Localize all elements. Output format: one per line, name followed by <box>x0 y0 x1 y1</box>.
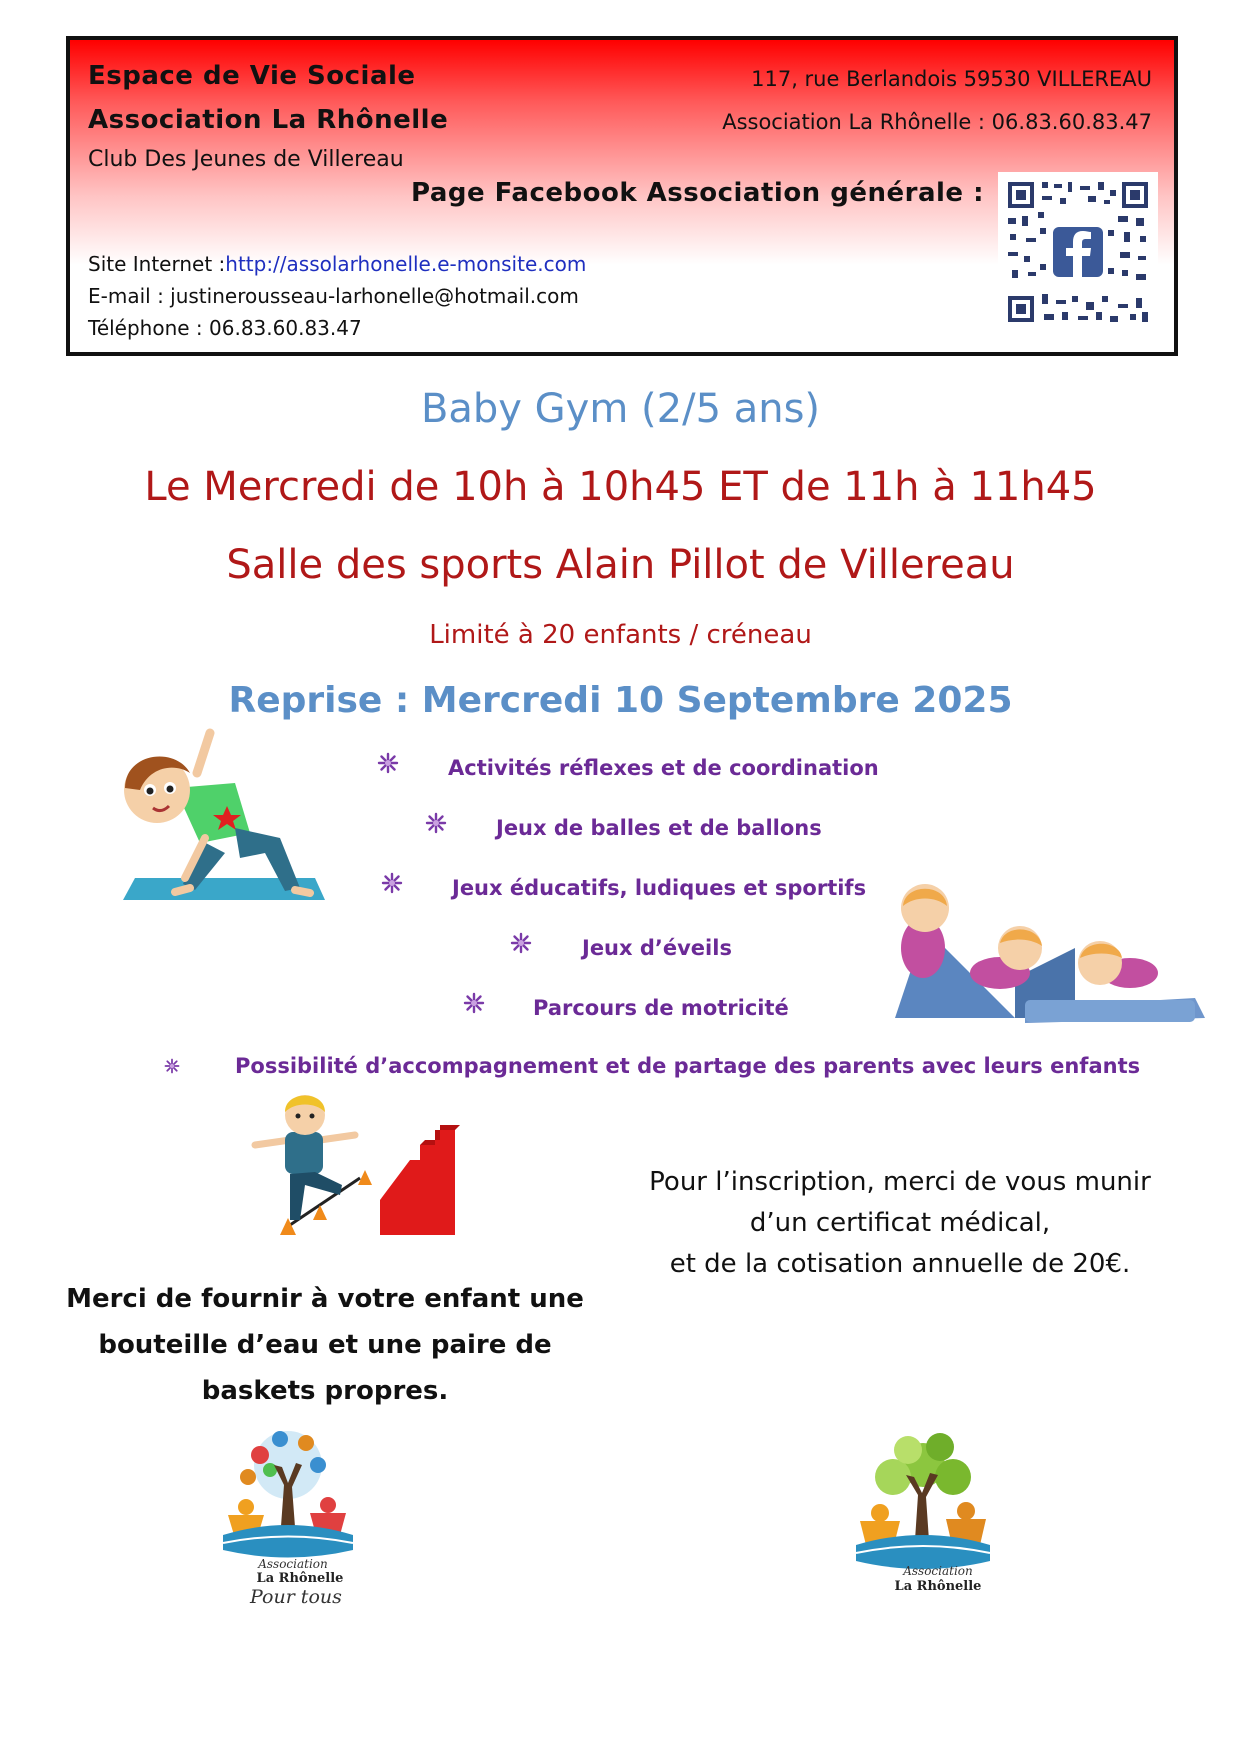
kid-yoga-illustration <box>115 728 330 903</box>
merci-line: Merci de fournir à votre enfant une <box>66 1284 584 1314</box>
logo-assoc-text: Association <box>258 1557 328 1571</box>
inscription-line: d’un certificat médical, <box>749 1208 1051 1238</box>
kid-balance-illustration <box>250 1090 460 1240</box>
contact-info <box>88 248 586 344</box>
qr-code-icon <box>998 172 1158 332</box>
association-logo-left <box>218 1425 358 1585</box>
babies-crawling-illustration <box>875 868 1205 1028</box>
header-left <box>88 54 448 178</box>
event-location: Salle des sports Alain Pillot de Villereau <box>226 542 1015 588</box>
flower-bullet-icon <box>164 1058 180 1074</box>
association-logo-right <box>848 1425 998 1595</box>
site-link[interactable]: http://assolarhonelle.e-monsite.com <box>225 252 587 276</box>
merci-line: bouteille d’eau et une paire de <box>98 1330 552 1360</box>
header-assoc-phone: Association La Rhônelle : 06.83.60.83.47 <box>722 110 1152 134</box>
flower-bullet-icon <box>425 812 447 834</box>
activity-item: Activités réflexes et de coordination <box>448 756 879 780</box>
site-line <box>88 248 586 280</box>
logo-name-text: La Rhônelle <box>256 1571 344 1585</box>
activity-item: Jeux de balles et de ballons <box>496 816 822 840</box>
facebook-title: Page Facebook Association générale : <box>410 178 984 208</box>
logo-assoc-text: Association <box>903 1564 973 1578</box>
event-reprise: Reprise : Mercredi 10 Septembre 2025 <box>228 680 1013 721</box>
telephone-line: Téléphone : 06.83.60.83.47 <box>88 316 362 340</box>
merci-line: baskets propres. <box>201 1376 449 1406</box>
inscription-text <box>620 1162 1180 1285</box>
flower-bullet-icon <box>381 872 403 894</box>
activity-item: Parcours de motricité <box>533 996 789 1020</box>
header-address: 117, rue Berlandois 59530 VILLEREAU <box>751 67 1152 91</box>
inscription-line: et de la cotisation annuelle de 20€. <box>669 1249 1131 1279</box>
header-line-club: Club Des Jeunes de Villereau <box>88 147 404 172</box>
flower-bullet-icon <box>377 752 399 774</box>
facebook-qr-code[interactable] <box>998 172 1158 332</box>
email-line[interactable]: E-mail : justinerousseau-larhonelle@hotmail.com <box>88 284 579 308</box>
header-line-association: Association La Rhônelle <box>88 105 449 135</box>
event-limit: Limité à 20 enfants / créneau <box>429 620 812 650</box>
flower-bullet-icon <box>463 992 485 1014</box>
activity-item: Possibilité d’accompagnement et de partage des parents avec leurs enfants <box>235 1054 1141 1078</box>
flower-bullet-icon <box>510 932 532 954</box>
event-title: Baby Gym (2/5 ans) <box>420 386 821 432</box>
header-line-espace: Espace de Vie Sociale <box>88 61 416 91</box>
event-schedule: Le Mercredi de 10h à 10h45 ET de 11h à 11h45 <box>144 464 1097 510</box>
logo-name-text: La Rhônelle <box>894 1579 982 1594</box>
activity-item: Jeux d’éveils <box>582 936 732 960</box>
logo-tagline: Pour tous <box>250 1586 342 1608</box>
merci-text <box>55 1276 595 1414</box>
header-right <box>722 58 1152 144</box>
header-box <box>66 36 1178 356</box>
activity-item: Jeux éducatifs, ludiques et sportifs <box>452 876 867 900</box>
inscription-line: Pour l’inscription, merci de vous munir <box>649 1167 1151 1197</box>
site-label: Site Internet : <box>88 252 226 276</box>
